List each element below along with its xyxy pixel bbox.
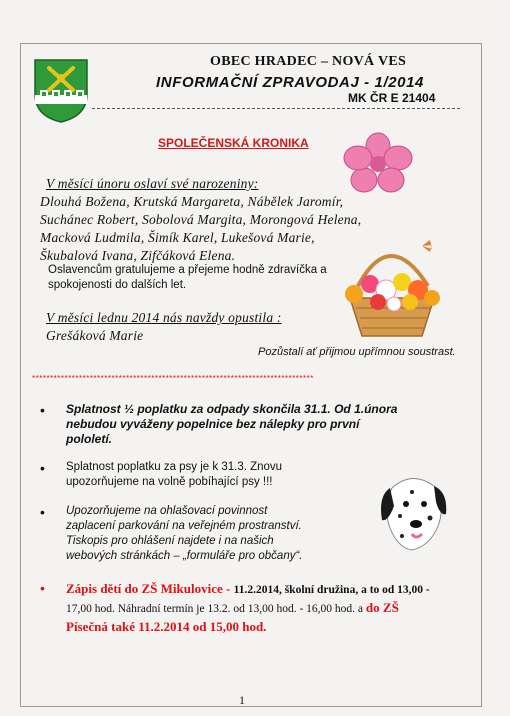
registration-number: MK ČR E 21404: [348, 91, 436, 105]
notice-parking: [66, 504, 303, 564]
notice-2-line-1: Splatnost poplatku za psy je k 31.3. Znovu: [66, 461, 283, 473]
notice-1-line-3: pololetí.: [66, 432, 112, 446]
enrollment-date-1: 11.2.2014, školní družina, a to od 13,00 -: [233, 584, 430, 596]
enrollment-pisecna-start: do ZŠ: [365, 600, 399, 615]
municipality-name: OBEC HRADEC – NOVÁ VES: [210, 54, 407, 69]
flower-basket-icon: [330, 232, 450, 340]
birthday-wish-line-2: spokojenosti do dalších let.: [48, 279, 187, 291]
notice-3-line-1: Upozorňujeme na ohlašovací povinnost: [66, 505, 268, 517]
dalmatian-dog-icon: [372, 466, 454, 556]
birthday-names-line-2: Suchánec Robert, Sobolová Margita, Morongová Helena,: [40, 212, 362, 227]
bullet-3: •: [40, 504, 45, 520]
notice-3-line-3: Tiskopis pro ohlášení najdete i na našich: [66, 535, 274, 547]
enrollment-pisecna: Písečná také 11.2.2014 od 15,00 hod.: [66, 619, 267, 634]
condolence-text: Pozůstalí ať přijmou upřímnou soustrast.: [258, 346, 456, 358]
birthday-names-line-1: Dlouhá Božena, Krutská Margareta, Nábělek Jaromír,: [40, 194, 344, 209]
deaths-heading: V měsíci lednu 2014 nás navždy opustila :: [46, 310, 282, 325]
deceased-name: Grešáková Marie: [46, 328, 144, 343]
header-divider: [92, 108, 460, 109]
birthdays-heading: V měsíci únoru oslaví své narozeniny:: [46, 176, 259, 191]
page-number: 1: [239, 693, 245, 707]
birthday-names-line-4: Škubalová Ivana, Zifčáková Elena.: [40, 248, 236, 263]
notice-1-line-2: nebudou vyváženy popelnice bez nálepky pro první: [66, 417, 360, 431]
enrollment-line-1: [66, 580, 430, 599]
birthday-names-line-3: Macková Ludmila, Šimík Karel, Lukešová Marie,: [40, 230, 315, 245]
notice-school-enrollment: [66, 580, 430, 635]
enrollment-line-2: [66, 599, 430, 618]
section-title: SPOLEČENSKÁ KRONIKA: [158, 136, 309, 150]
notice-2-line-2: upozorňujeme na volně pobíhající psy !!!: [66, 476, 273, 488]
enrollment-title: Zápis dětí do ZŠ Mikulovice -: [66, 581, 234, 596]
star-divider: ******************************************************************************: [32, 374, 314, 383]
pink-flower-icon: [336, 132, 420, 194]
enrollment-alt-date: 17,00 hod. Náhradní termín je 13.2. od 13,00 hod. - 16,00 hod. a: [66, 603, 366, 615]
notice-waste-fee: [66, 402, 446, 447]
notice-3-line-4: webových stránkách – „formuláře pro občany“.: [66, 550, 303, 562]
bullet-2: •: [40, 460, 45, 476]
coat-of-arms-icon: [33, 58, 89, 124]
bullet-4: •: [40, 580, 45, 596]
notice-3-line-2: zaplacení parkování na veřejném prostranství.: [66, 520, 302, 532]
notice-dog-fee: [66, 460, 282, 490]
newsletter-title: INFORMAČNÍ ZPRAVODAJ - 1/2014: [156, 74, 424, 91]
bullet-1: •: [40, 402, 45, 418]
birthday-wish-line-1: Oslavencům gratulujeme a přejeme hodně zdravíčka a: [48, 264, 327, 276]
notice-1-line-1: Splatnost ½ poplatku za odpady skončila 31.1. Od 1.února: [66, 402, 398, 416]
